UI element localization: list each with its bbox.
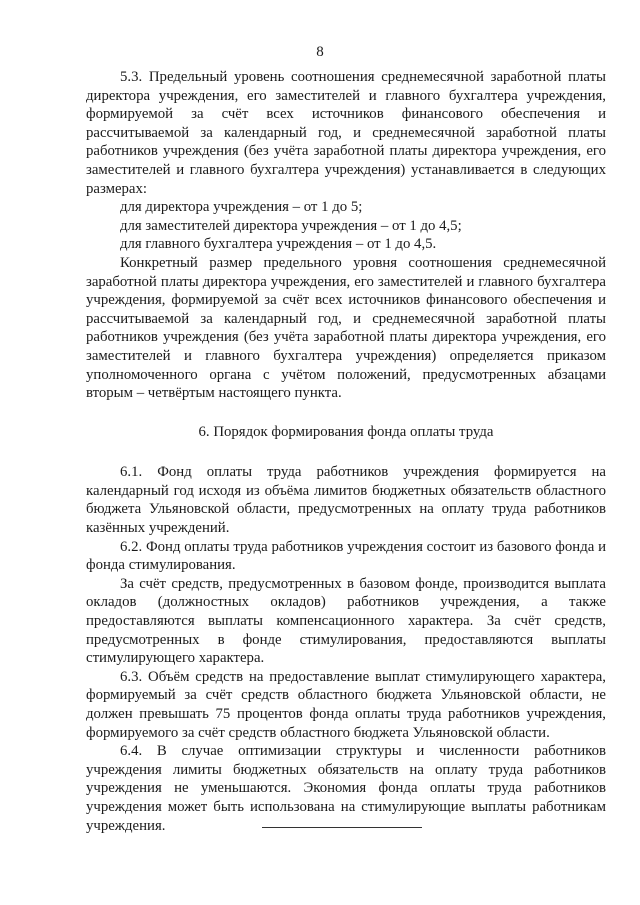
end-rule bbox=[262, 827, 422, 828]
page-number: 8 bbox=[316, 44, 324, 60]
list-item: для заместителей директора учреждения – от 1 до 4,5; bbox=[120, 217, 462, 234]
paragraph-specific-ratio: Конкретный размер предельного уровня соотношения среднемесячной заработной платы директора учреждения, его заместителей и главного бухгалтера учреждения, формируемой за счёт всех источников финансового обеспечения и рассчитываемой за календарный год, и среднемесячной заработной платы работников учреждения (без учёта заработной платы директора учреждения, его заместителей и главного бухгалтера учреждения) определяется приказом уполномоченного органа с учётом положений, предусмотренных абзацами вторым – четвёртым настоящего пункта. bbox=[86, 254, 606, 402]
paragraph-6-2: 6.2. Фонд оплаты труда работников учреждения состоит из базового фонда и фонда стимулирования. bbox=[86, 538, 606, 574]
paragraph-base-fund: За счёт средств, предусмотренных в базовом фонде, производится выплата окладов (должностных окладов) работников учреждения, а также предоставляются выплаты компенсационного характера. За счёт средств, предусмотренных в фонде стимулирования, предоставляются выплаты стимулирующего характера. bbox=[86, 575, 606, 667]
paragraph-5-3: 5.3. Предельный уровень соотношения среднемесячной заработной платы директора учреждения, его заместителей и главного бухгалтера учреждения, формируемой за счёт всех источников финансового обеспечения и рассчитываемой за календарный год, и среднемесячной заработной платы работников учреждения (без учёта заработной платы директора учреждения, его заместителей и главного бухгалтера учреждения) устанавливается в следующих размерах: bbox=[86, 69, 606, 197]
document-body bbox=[86, 68, 606, 835]
list-item: для главного бухгалтера учреждения – от 1 до 4,5. bbox=[120, 236, 437, 253]
paragraph-6-3: 6.3. Объём средств на предоставление выплат стимулирующего характера, формируемый за счёт средств областного бюджета Ульяновской области, не должен превышать 75 процентов фонда оплаты труда работников учреждения, формируемого за счёт средств областного бюджета Ульяновской области. bbox=[86, 668, 606, 741]
paragraph-6-4: 6.4. В случае оптимизации структуры и численности работников учреждения лимиты бюджетных обязательств на оплату труда работников учреждения не уменьшаются. Экономия фонда оплаты труда работников учреждения может быть использована на стимулирующие выплаты работникам учреждения. bbox=[86, 743, 606, 834]
section-heading: 6. Порядок формирования фонда оплаты труда bbox=[198, 423, 494, 440]
list-item: для директора учреждения – от 1 до 5; bbox=[120, 199, 363, 216]
paragraph-6-1: 6.1. Фонд оплаты труда работников учреждения формируется на календарный год исходя из объёма лимитов бюджетных обязательств областного бюджета Ульяновской области, предусмотренных на оплату труда работников казённых учреждений. bbox=[86, 464, 606, 537]
